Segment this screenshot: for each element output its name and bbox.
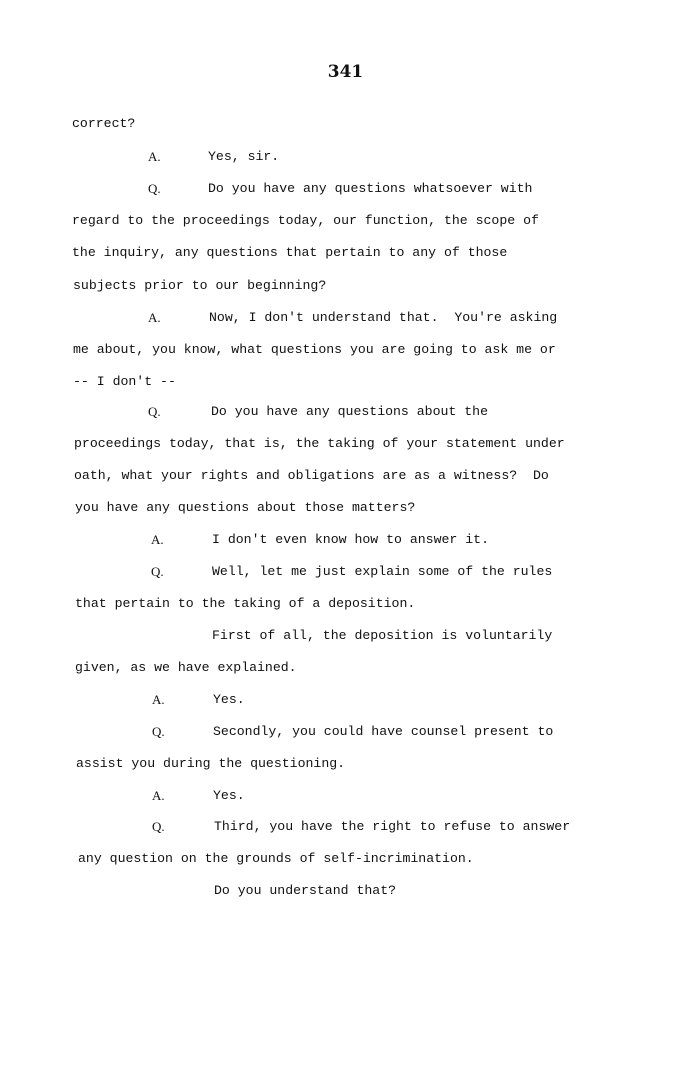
speaker-answer: A.	[148, 310, 161, 325]
speaker-question: Q.	[152, 724, 165, 739]
transcript-line: Now, I don't understand that. You're asking	[209, 310, 558, 325]
transcript-line: Yes.	[213, 788, 245, 803]
speaker-question: Q.	[148, 181, 161, 196]
transcript-line: First of all, the deposition is voluntarily	[212, 628, 553, 643]
speaker-answer: A.	[152, 788, 165, 803]
transcript-line: Third, you have the right to refuse to answer	[214, 819, 571, 834]
speaker-answer: A.	[148, 149, 161, 164]
transcript-line: Secondly, you could have counsel present to	[213, 724, 554, 739]
transcript-line: Yes, sir.	[208, 149, 280, 164]
speaker-answer: A.	[151, 532, 164, 547]
transcript-line: correct?	[72, 116, 136, 131]
transcript-line: Do you have any questions whatsoever with	[208, 181, 533, 196]
transcript-line: assist you during the questioning.	[76, 756, 346, 771]
page-number: 341	[327, 62, 364, 82]
transcript-line: you have any questions about those matters?	[75, 500, 416, 515]
transcript-line: me about, you know, what questions you are going to ask me or	[73, 342, 556, 357]
transcript-line: Do you have any questions about the	[211, 404, 488, 419]
transcript-line: that pertain to the taking of a deposition.	[75, 596, 416, 611]
transcript-line: Yes.	[213, 692, 245, 707]
transcript-line: regard to the proceedings today, our function, the scope of	[72, 213, 539, 228]
transcript-line: Do you understand that?	[214, 883, 397, 898]
transcript-line: given, as we have explained.	[75, 660, 297, 675]
speaker-question: Q.	[152, 819, 165, 834]
transcript-line: subjects prior to our beginning?	[73, 278, 327, 293]
transcript-line: oath, what your rights and obligations are as a witness? Do	[74, 468, 549, 483]
transcript-line: the inquiry, any questions that pertain to any of those	[72, 245, 508, 260]
transcript-line: proceedings today, that is, the taking of your statement under	[74, 436, 565, 451]
speaker-question: Q.	[151, 564, 164, 579]
transcript-line: I don't even know how to answer it.	[212, 532, 489, 547]
speaker-answer: A.	[152, 692, 165, 707]
transcript-line: any question on the grounds of self-incrimination.	[78, 851, 474, 866]
transcript-line: Well, let me just explain some of the rules	[212, 564, 553, 579]
transcript-line: -- I don't --	[73, 374, 176, 389]
speaker-question: Q.	[148, 404, 161, 419]
